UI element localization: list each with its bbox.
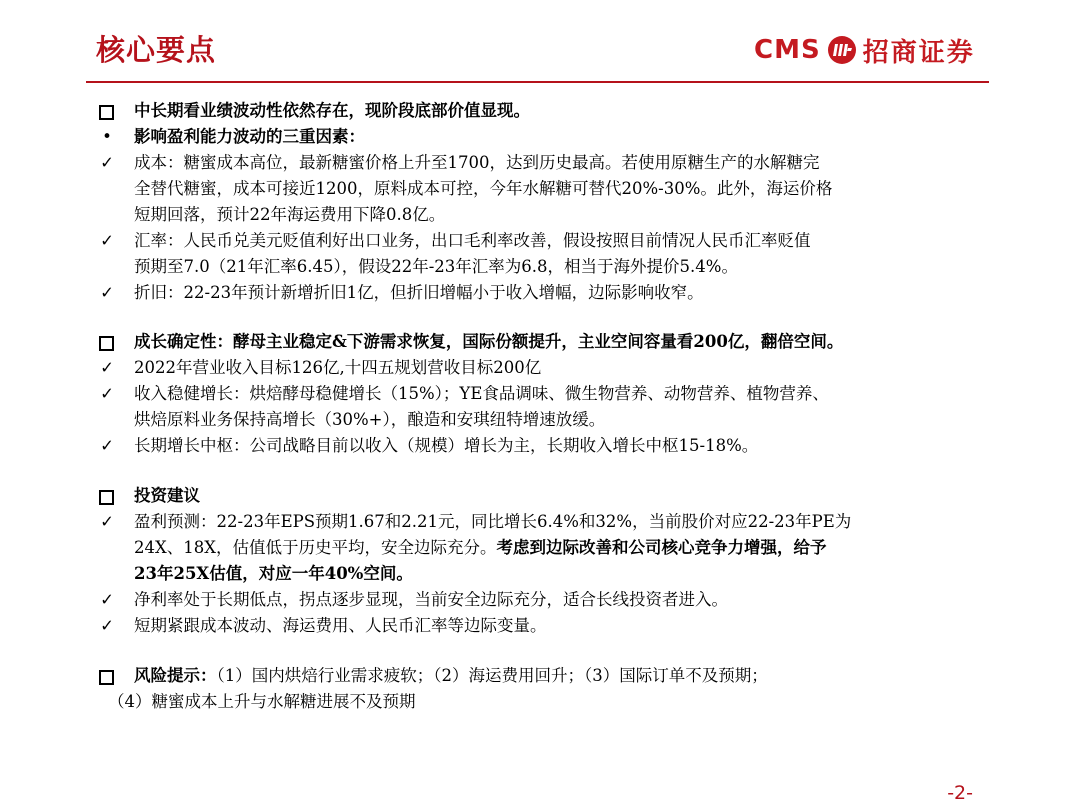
checkmark-icon: ✓ xyxy=(100,616,114,635)
forecast-line-1: 盈利预测：22-23年EPS预期1.67和2.21元，同比增长6.4%和32%，当前股价对应22-23年PE为 xyxy=(134,512,852,531)
cost-line-1: 成本：糖蜜成本高位，最新糖蜜价格上升至1700，达到历史最高。若使用原糖生产的水解糖完 xyxy=(134,153,820,172)
cost-line-2: 全替代糖蜜，成本可接近1200，原料成本可控，今年水解糖可替代20%-30%。此外，海运价格 xyxy=(134,179,833,198)
long-term-growth-line: 长期增长中枢：公司战略目前以收入（规模）增长为主，长期收入增长中枢15-18%。 xyxy=(134,436,759,455)
bullet-icon: • xyxy=(102,127,112,146)
checkbox-square-icon xyxy=(99,490,114,505)
forecast-line-2-plain: 24X、18X，估值低于历史平均，安全边际充分。 xyxy=(134,538,497,557)
page-number: -2- xyxy=(947,782,973,804)
checkmark-icon: ✓ xyxy=(100,384,114,403)
depreciation-line: 折旧：22-23年预计新增折旧1亿，但折旧增幅小于收入增幅，边际影响收窄。 xyxy=(134,283,704,302)
checkbox-square-icon xyxy=(99,105,114,120)
risk-heading: 风险提示： xyxy=(134,666,217,685)
section-2-heading: 成长确定性：酵母主业稳定&下游需求恢复，国际份额提升，主业空间容量看200亿，翻倍空间。 xyxy=(134,332,844,351)
risk-line-1 xyxy=(134,663,768,689)
risk-items-1: （1）国内烘焙行业需求疲软；（2）海运费用回升；（3）国际订单不及预期； xyxy=(216,666,768,685)
section-3-heading: 投资建议 xyxy=(134,486,200,505)
checkmark-icon: ✓ xyxy=(100,153,114,172)
risk-line-2: （4）糖蜜成本上升与水解糖进展不及预期 xyxy=(108,692,416,711)
short-term-line: 短期紧跟成本波动、海运费用、人民币汇率等边际变量。 xyxy=(134,616,547,635)
fx-line-2: 预期至7.0（21年汇率6.45），假设22年-23年汇率为6.8，相当于海外提价5.4%。 xyxy=(134,257,738,276)
checkbox-square-icon xyxy=(99,670,114,685)
checkmark-icon: ✓ xyxy=(100,231,114,250)
growth-line-1: 收入稳健增长：烘焙酵母稳健增长（15%）；YE食品调味、微生物营养、动物营养、植物营养、 xyxy=(134,384,829,403)
fx-line-1: 汇率：人民币兑美元贬值利好出口业务，出口毛利率改善，假设按照目前情况人民币汇率贬值 xyxy=(134,231,811,250)
growth-line-2: 烘焙原料业务保持高增长（30%+），酿造和安琪纽特增速放缓。 xyxy=(134,410,606,429)
logo-cn-text: 招商证券 xyxy=(862,37,975,68)
forecast-line-2-bold: 考虑到边际改善和公司核心竞争力增强，给予 xyxy=(496,538,827,557)
checkmark-icon: ✓ xyxy=(100,358,114,377)
checkmark-icon: ✓ xyxy=(100,283,114,302)
checkmark-icon: ✓ xyxy=(100,590,114,609)
revenue-target-line: 2022年营业收入目标126亿,十四五规划营收目标200亿 xyxy=(134,358,542,377)
sub-heading: 影响盈利能力波动的三重因素： xyxy=(134,127,365,146)
section-1-heading: 中长期看业绩波动性依然存在，现阶段底部价值显现。 xyxy=(134,101,530,120)
forecast-line-3: 23年25X估值，对应一年40%空间。 xyxy=(134,564,413,583)
checkmark-icon: ✓ xyxy=(100,512,114,531)
page-title: 核心要点 xyxy=(96,33,217,67)
checkmark-icon: ✓ xyxy=(100,436,114,455)
checkbox-square-icon xyxy=(99,336,114,351)
logo-latin-text: CMS xyxy=(754,35,821,65)
cost-line-3: 短期回落，预计22年海运费用下降0.8亿。 xyxy=(134,205,446,224)
net-margin-line: 净利率处于长期低点，拐点逐步显现，当前安全边际充分，适合长线投资者进入。 xyxy=(134,590,728,609)
forecast-line-2 xyxy=(134,535,826,561)
